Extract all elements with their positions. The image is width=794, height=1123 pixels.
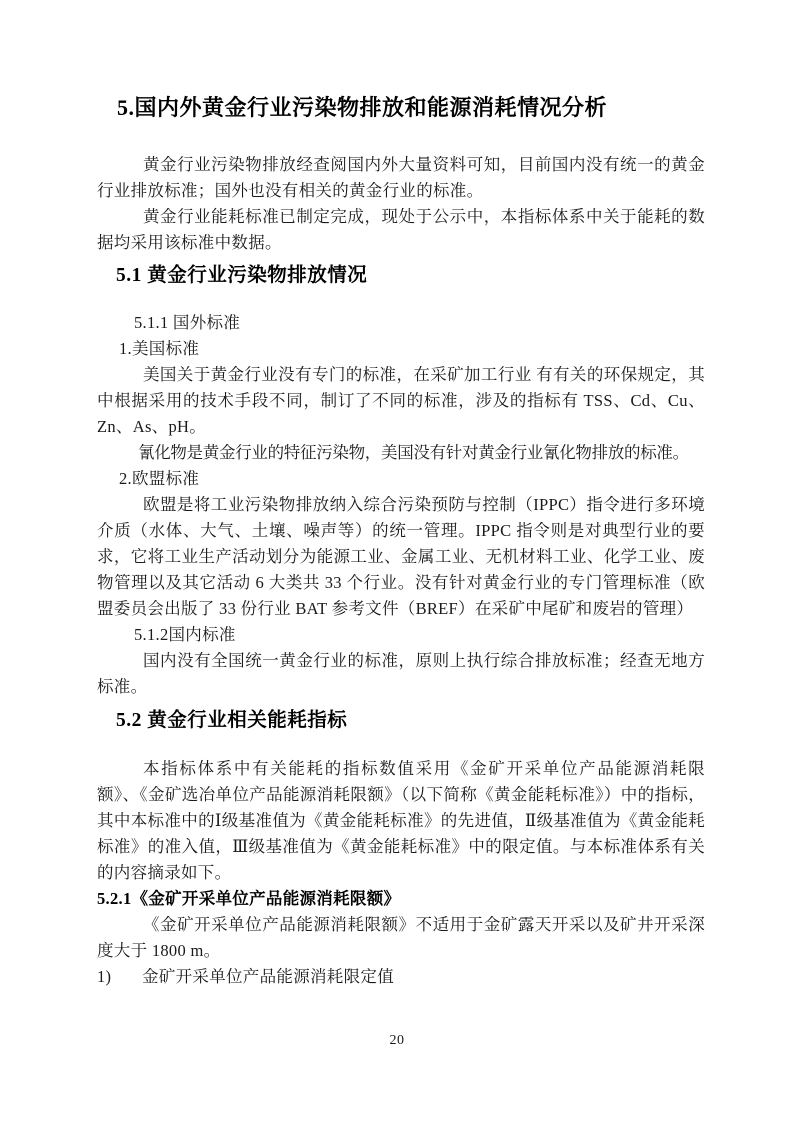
domestic-standard-paragraph: 国内没有全国统一黄金行业的标准，原则上执行综合排放标准；经查无地方标准。 [97,651,705,696]
cyanide-paragraph: 氰化物是黄金行业的特征污染物，美国没有针对黄金行业氰化物排放的标准。 [138,443,689,462]
intro-paragraph-2: 黄金行业能耗标准已制定完成，现处于公示中，本指标体系中关于能耗的数据均采用该标准中数据。 [97,207,705,252]
item-us-standard-heading: 1.美国标准 [119,339,200,358]
energy-index-paragraph: 本指标体系中有关能耗的指标数值采用《金矿开采单位产品能源消耗限额》、《金矿选冶单位产品能源消耗限额》（以下简称《黄金能耗标准》）中的指标，其中本标准中的Ⅰ级基准值为《黄金能耗标准》的先进值，Ⅱ级基准值为《黄金能耗标准》的准入值，Ⅲ级基准值为《黄金能耗标准》中的限定值。与本标准体系有关的内容摘录如下。 [97,759,705,882]
doc-title: 5.国内外黄金行业污染物排放和能源消耗情况分析 [117,95,608,120]
us-standard-paragraph: 美国关于黄金行业没有专门的标准，在采矿加工行业 有有关的环保规定，其中根据采用的技术手段不同，制订了不同的标准，涉及的指标有 TSS、Cd、Cu、Zn、As、pH。 [97,365,705,436]
page-footer [0,1033,794,1049]
subsection-5-1-1-heading: 5.1.1 国外标准 [134,313,241,332]
subsection-5-1-2-heading: 5.1.2国内标准 [134,625,236,644]
scope-paragraph: 《金矿开采单位产品能源消耗限额》不适用于金矿露天开采以及矿井开采深度大于 1800 m。 [97,915,705,960]
list-item-1-text: 金矿开采单位产品能源消耗限定值 [142,967,394,986]
subsection-5-2-1-heading: 5.2.1《金矿开采单位产品能源消耗限额》 [97,889,401,908]
item-eu-standard-heading: 2.欧盟标准 [119,469,200,488]
eu-standard-paragraph: 欧盟是将工业污染物排放纳入综合污染预防与控制（IPPC）指令进行多环境介质（水体、大气、土壤、噪声等）的统一管理。IPPC 指令则是对典型行业的要求，它将工业生产活动划分为能源工业、金属工业、无机材料工业、化学工业、废物管理以及其它活动 6 大类共 33 个行业。没有针对黄金行业的专门管理标准（欧盟委员会出版了 33 份行业 BAT 参考文件（BREF）在采矿中尾矿和废岩的管理） [97,495,705,618]
list-item-1-marker: 1) [97,967,112,986]
list-item-1 [97,964,705,990]
page-number: 20 [389,1033,405,1048]
section-5-2-heading: 5.2 黄金行业相关能耗指标 [116,710,348,731]
intro-paragraph-1: 黄金行业污染物排放经查阅国内外大量资料可知，目前国内没有统一的黄金行业排放标准；国外也没有相关的黄金行业的标准。 [97,155,705,200]
section-5-1-heading: 5.1 黄金行业污染物排放情况 [116,265,368,286]
